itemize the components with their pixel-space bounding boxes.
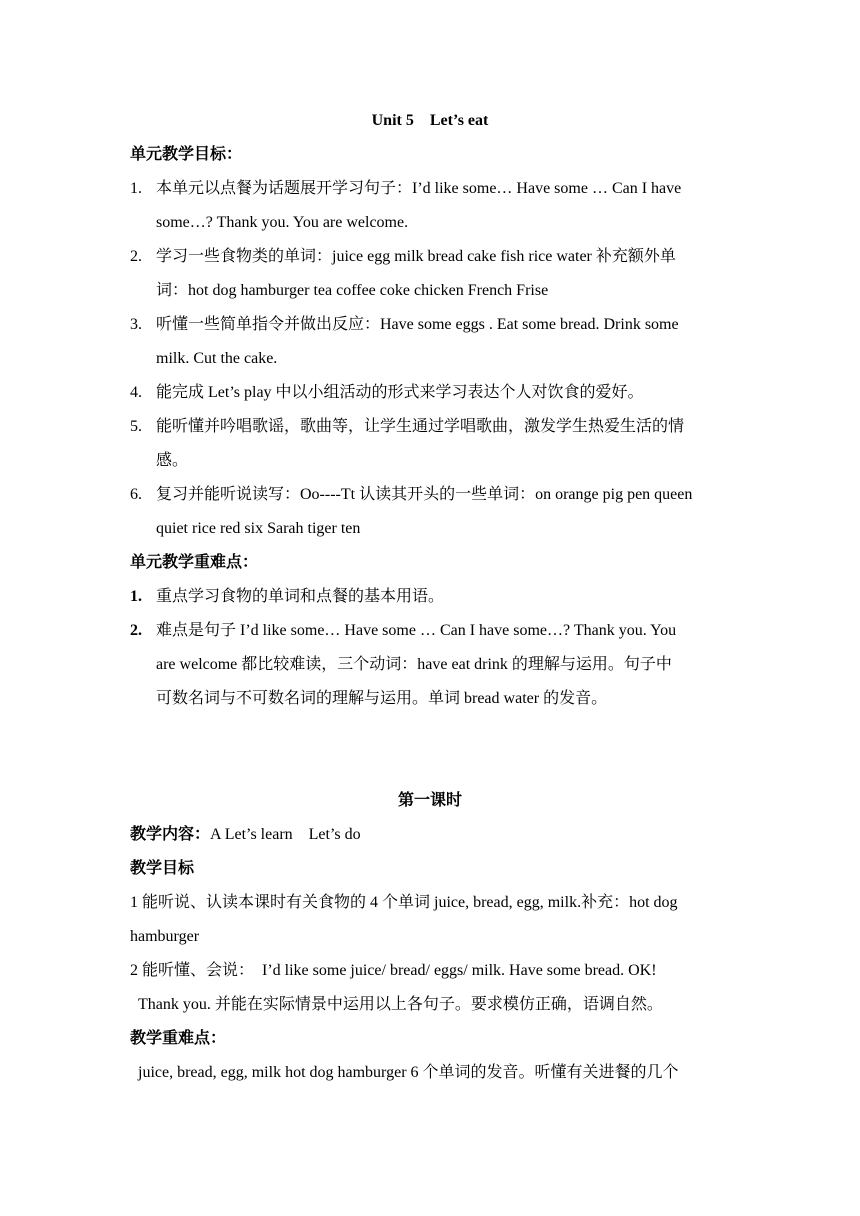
goal-text-continued: some…? Thank you. You are welcome. — [156, 214, 409, 231]
goal-number: 5. — [130, 418, 142, 435]
key-point-number: 1. — [130, 588, 142, 605]
key-point-item — [130, 614, 730, 648]
lesson-goal-2: 2 能听懂、会说： I’d like some juice/ bread/ eggs/ milk. Have some bread. OK! — [130, 962, 657, 979]
goal-item — [130, 478, 730, 512]
goal-number: 2. — [130, 248, 142, 265]
key-point-text: 重点学习食物的单词和点餐的基本用语。 — [156, 588, 445, 605]
goal-item — [130, 376, 730, 410]
unit-title: Unit 5 Let’s eat — [371, 112, 489, 129]
lesson-goal-2-continued: Thank you. 并能在实际情景中运用以上各句子。要求模仿正确，语调自然。 — [138, 996, 663, 1013]
goal-text: 本单元以点餐为话题展开学习句子：I’d like some… Have some … Can I have — [156, 180, 682, 197]
goal-text-continued: milk. Cut the cake. — [156, 350, 278, 367]
document-content — [130, 104, 730, 1090]
key-point-text-continued: 可数名词与不可数名词的理解与运用。单词 bread water 的发音。 — [156, 690, 608, 707]
goal-text: 能完成 Let’s play 中以小组活动的形式来学习表达个人对饮食的爱好。 — [156, 384, 644, 401]
unit-goals-heading: 单元教学目标： — [130, 146, 243, 163]
unit-key-heading: 单元教学重难点： — [130, 554, 259, 571]
goal-number: 3. — [130, 316, 142, 333]
lesson-key-text: juice, bread, egg, milk hot dog hamburger 6 个单词的发音。听懂有关进餐的几个 — [138, 1064, 679, 1081]
goal-text-continued: 词：hot dog hamburger tea coffee coke chicken French Frise — [156, 282, 549, 299]
lesson-key-heading: 教学重难点： — [130, 1030, 227, 1047]
key-point-number: 2. — [130, 622, 142, 639]
goal-item — [130, 172, 730, 206]
goal-item — [130, 240, 730, 274]
goal-text: 能听懂并吟唱歌谣，歌曲等，让学生通过学唱歌曲，激发学生热爱生活的情 — [156, 418, 685, 435]
key-point-item — [130, 580, 730, 614]
section-spacer — [130, 716, 730, 784]
goal-number: 6. — [130, 486, 142, 503]
goal-item — [130, 410, 730, 444]
goal-text: 学习一些食物类的单词：juice egg milk bread cake fish rice water 补充额外单 — [156, 248, 676, 265]
lesson-goal-1: 1 能听说、认读本课时有关食物的 4 个单词 juice, bread, egg, milk.补充：hot dog — [130, 894, 678, 911]
goal-number: 4. — [130, 384, 142, 401]
goal-text-continued: 感。 — [156, 452, 189, 469]
lesson-content-row — [130, 818, 730, 852]
goal-text: 听懂一些简单指令并做出反应：Have some eggs . Eat some bread. Drink some — [156, 316, 679, 333]
key-point-text: 难点是句子 I’d like some… Have some … Can I have some…? Thank you. You — [156, 622, 677, 639]
lesson-content-value: A Let’s learn Let’s do — [210, 826, 361, 843]
lesson-goals-heading: 教学目标 — [130, 860, 195, 877]
goal-number: 1. — [130, 180, 142, 197]
lesson-goal-1-continued: hamburger — [130, 928, 200, 945]
goal-text: 复习并能听说读写：Oo----Tt 认读其开头的一些单词：on orange pig pen queen — [156, 486, 693, 503]
lesson-title: 第一课时 — [397, 792, 462, 809]
key-point-text-continued: are welcome 都比较难读，三个动词：have eat drink 的理解与运用。句子中 — [156, 656, 672, 673]
goal-text-continued: quiet rice red six Sarah tiger ten — [156, 520, 361, 537]
goal-item — [130, 308, 730, 342]
lesson-content-label: 教学内容： — [130, 826, 211, 843]
